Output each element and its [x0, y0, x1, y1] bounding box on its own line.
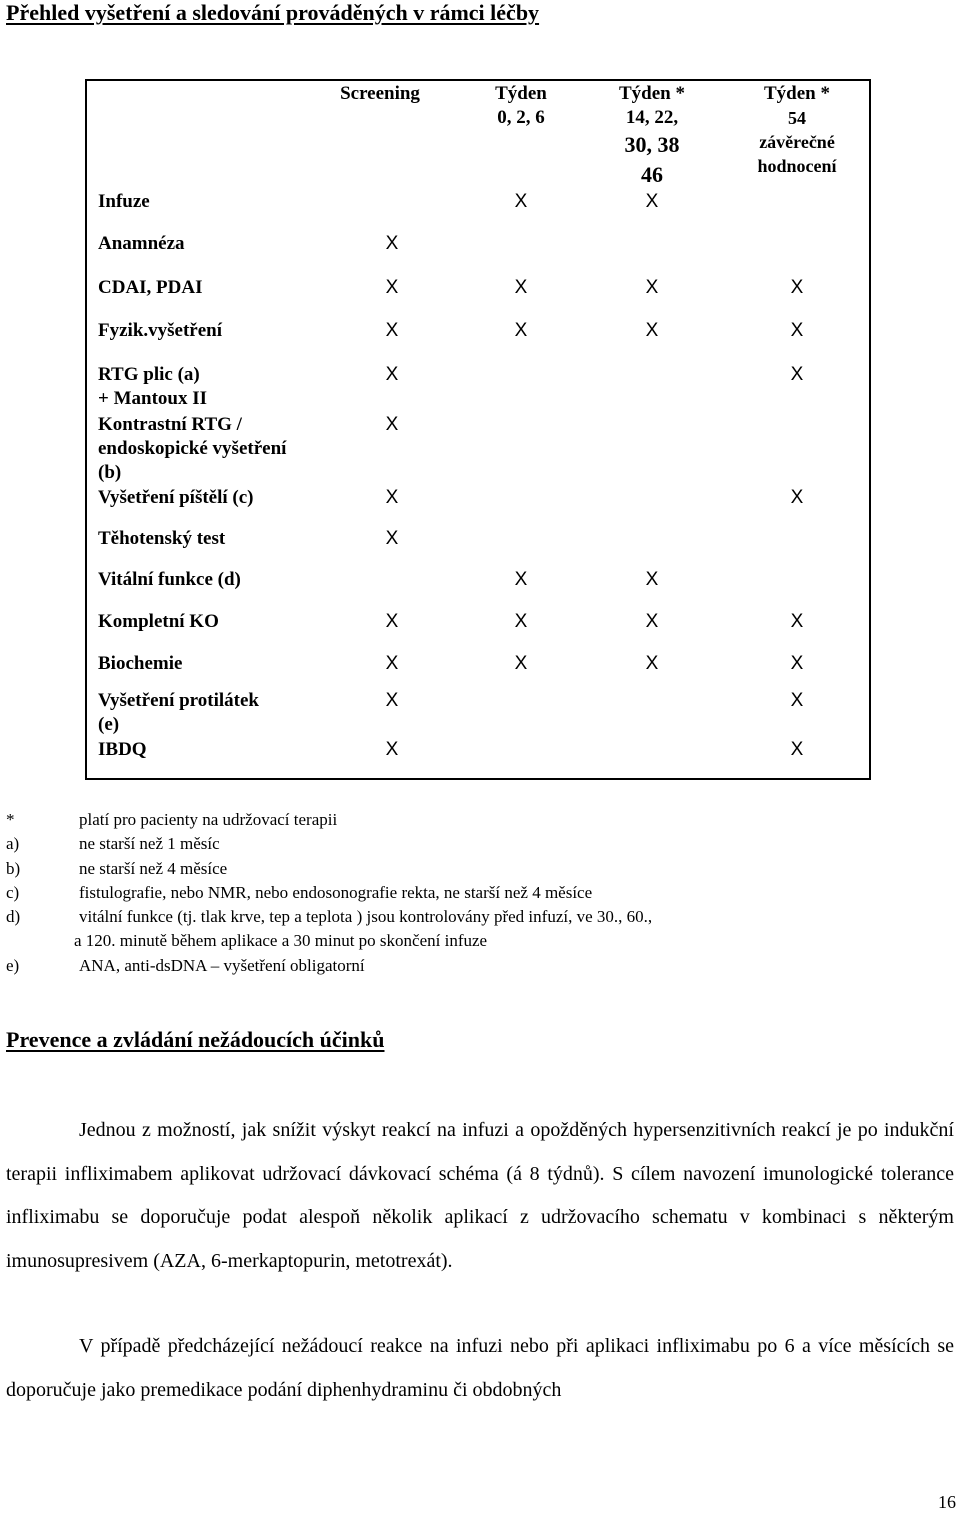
paragraph: V případě předcházející nežádoucí reakce na infuzi nebo při aplikaci infliximabu po 6 a více měsících se doporučuje jako premedikace podání diphenhydraminu či obdobných: [6, 1335, 954, 1401]
footnote-text: ne starší než 4 měsíce: [79, 859, 228, 878]
row-label-line: + Mantoux II: [98, 388, 208, 409]
footnote-key: d): [6, 907, 21, 926]
check-mark: X: [385, 277, 399, 298]
row-label: [98, 527, 225, 551]
row-label: [98, 232, 185, 256]
column-header-line: 54: [788, 108, 806, 128]
check-mark: X: [514, 653, 528, 674]
row-label-line: Infuze: [98, 191, 150, 212]
footnotes: [6, 808, 946, 988]
page-number: 16: [938, 1492, 956, 1512]
column-header-line: 0, 2, 6: [497, 107, 545, 128]
column-header-line: hodnocení: [757, 156, 837, 176]
footnote: [6, 954, 946, 978]
paragraph: Jednou z možností, jak snížit výskyt reakcí na infuzi a opožděných hypersenzitivních reakcí je po indukční terapii infliximabem aplikovat udržovací dávkovací schéma (á 8 týdnů). S cílem navození imunologické tolerance infliximabu se doporučuje podat alespoň několik aplikací z udržovacího schematu v kombinaci s některým imunosupresivem (AZA, 6-merkaptopurin, metotrexát).: [6, 1119, 954, 1272]
check-mark: X: [514, 191, 528, 212]
row-label-line: (b): [98, 462, 122, 483]
section-heading: Prevence a zvládání nežádoucích účinků: [6, 1027, 385, 1052]
footnote-text: ANA, anti-dsDNA – vyšetření obligatorní: [79, 956, 365, 975]
column-header-line: Týden *: [619, 83, 685, 104]
page-title: Přehled vyšetření a sledování prováděných v rámci léčby: [6, 0, 540, 25]
row-label-line: Fyzik.vyšetření: [98, 320, 223, 341]
row-label: [98, 568, 241, 592]
row-label: [98, 276, 203, 300]
check-mark: X: [790, 653, 804, 674]
check-mark: X: [790, 611, 804, 632]
check-mark: X: [790, 364, 804, 385]
column-header: [466, 82, 576, 130]
column-header: [727, 82, 867, 178]
row-label: [98, 486, 254, 510]
footnote: [6, 881, 946, 905]
check-mark: X: [645, 320, 659, 341]
check-mark: X: [385, 233, 399, 254]
body-text: [6, 1325, 954, 1412]
footnote: [6, 832, 946, 856]
check-mark: X: [645, 611, 659, 632]
row-label: [98, 738, 147, 762]
footnote: [6, 905, 946, 929]
footnote-key: b): [6, 859, 21, 878]
check-mark: X: [790, 277, 804, 298]
row-label-line: IBDQ: [98, 739, 147, 760]
column-header-line: 46: [641, 162, 663, 187]
check-mark: X: [645, 277, 659, 298]
column-header-line: 14, 22,: [625, 107, 679, 128]
row-label: [98, 652, 182, 676]
footnote-text: ne starší než 1 měsíc: [79, 834, 220, 853]
check-mark: X: [385, 739, 399, 760]
row-label: [98, 689, 259, 737]
check-mark: X: [790, 690, 804, 711]
row-label-line: Vitální funkce (d): [98, 569, 241, 590]
check-mark: X: [514, 320, 528, 341]
row-label: [98, 413, 286, 485]
column-header: [592, 82, 712, 190]
row-label-line: Kompletní KO: [98, 611, 219, 632]
footnote: [6, 929, 946, 953]
footnote-text: fistulografie, nebo NMR, nebo endosonografie rekta, ne starší než 4 měsíce: [79, 883, 593, 902]
footnote-key: *: [6, 810, 15, 829]
column-header-line: závěrečné: [759, 132, 835, 152]
check-mark: X: [385, 611, 399, 632]
check-mark: X: [385, 653, 399, 674]
row-label-line: Anamnéza: [98, 233, 185, 254]
footnote-text: vitální funkce (tj. tlak krve, tep a teplota ) jsou kontrolovány před infuzí, ve 30., 60.,: [79, 907, 653, 926]
column-header-line: 30, 38: [624, 132, 680, 157]
row-label-line: endoskopické vyšetření: [98, 438, 287, 459]
footnote-key: a): [6, 834, 20, 853]
footnote: [6, 857, 946, 881]
footnote-text: platí pro pacienty na udržovací terapii: [79, 810, 338, 829]
check-mark: X: [385, 690, 399, 711]
column-header-line: Screening: [340, 83, 420, 104]
row-label: [98, 363, 207, 411]
column-header-line: Týden *: [764, 83, 830, 104]
check-mark: X: [385, 528, 399, 549]
column-header-line: Týden: [495, 83, 547, 104]
check-mark: X: [645, 653, 659, 674]
row-label-line: RTG plic (a): [98, 364, 200, 385]
row-label-line: Těhotenský test: [98, 528, 226, 549]
footnote-key: e): [6, 956, 20, 975]
check-mark: X: [790, 487, 804, 508]
check-mark: X: [645, 569, 659, 590]
check-mark: X: [645, 191, 659, 212]
check-mark: X: [514, 277, 528, 298]
check-mark: X: [790, 320, 804, 341]
row-label-line: CDAI, PDAI: [98, 277, 203, 298]
check-mark: X: [385, 487, 399, 508]
row-label-line: Vyšetření protilátek: [98, 690, 259, 711]
check-mark: X: [385, 320, 399, 341]
check-mark: X: [514, 569, 528, 590]
column-header: [320, 82, 440, 106]
row-label: [98, 190, 150, 214]
body-text: [6, 1109, 954, 1283]
check-mark: X: [790, 739, 804, 760]
check-mark: X: [514, 611, 528, 632]
row-label-line: Kontrastní RTG /: [98, 414, 242, 435]
row-label-line: Vyšetření píštělí (c): [98, 487, 254, 508]
row-label: [98, 610, 219, 634]
row-label-line: Biochemie: [98, 653, 183, 674]
check-mark: X: [385, 364, 399, 385]
footnote-text: a 120. minutě během aplikace a 30 minut po skončení infuze: [74, 931, 488, 950]
check-mark: X: [385, 414, 399, 435]
footnote: [6, 808, 946, 832]
row-label-line: (e): [98, 714, 120, 735]
row-label: [98, 319, 222, 343]
footnote-key: c): [6, 883, 20, 902]
